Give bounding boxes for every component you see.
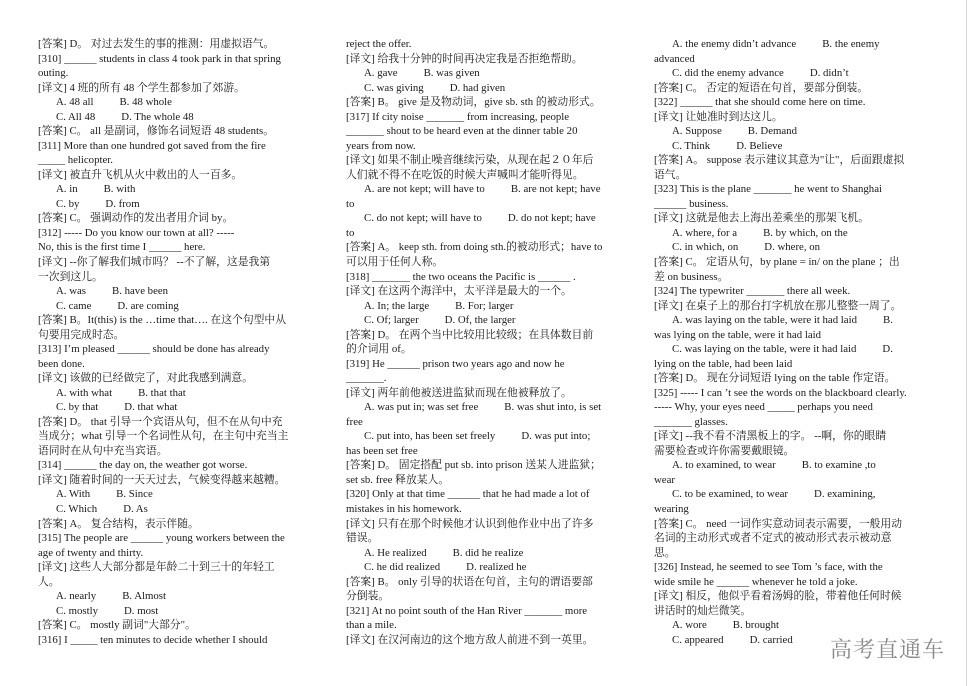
answer-option: D. realized he bbox=[466, 561, 527, 574]
answer-options-line bbox=[654, 313, 959, 328]
answer-option: B. brought bbox=[732, 619, 779, 632]
text-line: [答案] D。 对过去发生的事的推测：用虚拟语气。 bbox=[38, 38, 275, 50]
text-line: [答案] C。 定语从句，by plane = in/ on the plane ；出 bbox=[654, 255, 900, 268]
answer-option: A. Suppose bbox=[672, 125, 722, 138]
answer-option: B. was shut into, is set bbox=[504, 401, 602, 414]
text-line: [答案] C。 否定的短语在句首，要部分倒装。 bbox=[654, 81, 869, 94]
answer-option: D. where, on bbox=[764, 241, 821, 254]
answer-option: B. Since bbox=[116, 488, 153, 501]
answer-option: B. Almost bbox=[122, 590, 166, 603]
answer-option: C. did the enemy advance bbox=[672, 67, 784, 80]
answer-option: B. to examine ,to bbox=[801, 459, 876, 472]
watermark-logo: 高考直通车 bbox=[830, 638, 946, 663]
answer-options-line bbox=[654, 240, 959, 255]
answer-options-line bbox=[654, 618, 959, 633]
text-line: [答案] A。 suppose 表示建议其意为"让"，后面跟虚拟 bbox=[654, 154, 905, 167]
text-line: 句要用完成时态。 bbox=[38, 328, 125, 341]
text-line: [316] I _____ ten minutes to decide whether I should bbox=[38, 633, 268, 646]
text-line: ----- Why, your eyes need _____ perhaps you need bbox=[654, 401, 873, 414]
answer-option: C. put into, has been set freely bbox=[364, 430, 496, 443]
text-line: [312] ----- Do you know our town at all? ----- bbox=[38, 226, 235, 239]
answer-options-line bbox=[38, 197, 343, 212]
answer-option: C. to be examined, to wear bbox=[672, 488, 789, 501]
answer-options-line bbox=[346, 400, 651, 415]
text-line: [314] ______ the day on, the weather got worse. bbox=[38, 459, 248, 472]
text-line: 人。 bbox=[38, 575, 60, 588]
text-line: 错误。 bbox=[346, 532, 379, 545]
answer-options-line bbox=[38, 110, 343, 125]
text-line: [答案] B。 give 是及物动词，give sb. sth 的被动形式。 bbox=[346, 96, 601, 109]
answer-option: D. do not kept; have bbox=[507, 212, 596, 225]
text-line: [答案] D。 that 引导一个宾语从句，但不在从句中充 bbox=[38, 415, 283, 428]
answer-option: A. 48 all bbox=[56, 96, 94, 109]
answer-option: C. by bbox=[56, 197, 80, 210]
text-line: [319] He ______ prison two years ago and now he bbox=[346, 357, 565, 370]
answer-option: D. was put into; bbox=[521, 430, 591, 443]
text-line: [译文] 让她准时到达这儿。 bbox=[654, 110, 783, 123]
answer-option: D. most bbox=[124, 604, 159, 617]
answer-option: B. are not kept; have bbox=[510, 183, 601, 196]
answer-option: B. did he realize bbox=[452, 546, 524, 559]
text-line: _____ helicopter. bbox=[38, 154, 113, 167]
text-line: [321] At no point south of the Han River _______ more bbox=[346, 604, 588, 617]
answer-option: A. gave bbox=[364, 67, 398, 80]
answer-options-line bbox=[38, 400, 343, 415]
answer-options-line bbox=[654, 458, 959, 473]
text-line: 思。 bbox=[654, 546, 676, 559]
text-line: wide smile he ______ whenever he told a joke. bbox=[654, 575, 858, 588]
answer-options-line bbox=[346, 313, 651, 328]
answer-option: B. the enemy bbox=[822, 38, 880, 50]
answer-options-line bbox=[38, 182, 343, 197]
text-line: [答案] A。 keep sth. from doing sth.的被动形式；have to bbox=[346, 241, 603, 254]
answer-options-line bbox=[654, 487, 959, 502]
text-line: was lying on the table, were it had laid bbox=[654, 328, 822, 341]
answer-option: A. with what bbox=[56, 386, 113, 399]
answer-option: A. the enemy didn’t advance bbox=[672, 38, 797, 50]
text-line: mistakes in his homework. bbox=[346, 503, 462, 515]
text-line: [译文] 在这两个海洋中，太平洋是最大的一个。 bbox=[346, 285, 572, 298]
text-line: free bbox=[346, 415, 363, 428]
text-line: 一次到这儿。 bbox=[38, 270, 103, 283]
answer-option: D. didn’t bbox=[809, 67, 849, 80]
text-line: [译文] 4 班的所有 48 个学生都参加了郊游。 bbox=[38, 81, 245, 94]
text-line: [译文] 相反，他似乎看着汤姆的脸，带着他任何时候 bbox=[654, 590, 902, 603]
text-line: than a mile. bbox=[346, 619, 397, 632]
answer-option: C. Of; larger bbox=[364, 314, 419, 327]
text-line: [译文] 在桌子上的那台打字机放在那儿整整一周了。 bbox=[654, 299, 902, 312]
answer-options-line bbox=[38, 502, 343, 517]
text-line: [317] If city noise _______ from increasing, people bbox=[346, 110, 570, 123]
text-line: [答案] C。 强调动作的发出者用介词 by。 bbox=[38, 212, 234, 225]
text-line: [译文] 这些人大部分都是年龄二十到三十的年轻工 bbox=[38, 561, 275, 574]
answer-options-line bbox=[38, 95, 343, 110]
answer-options-line bbox=[654, 226, 959, 241]
text-line: [答案] A。 复合结构，表示伴随。 bbox=[38, 517, 199, 530]
answer-option: C. Think bbox=[672, 139, 711, 152]
text-line: to bbox=[346, 197, 355, 210]
text-line: 语气。 bbox=[654, 168, 687, 181]
text-line: [313] I’m pleased ______ should be done has already bbox=[38, 343, 270, 356]
text-line: [译文] --你了解我们城市吗？ --不了解，这是我第 bbox=[38, 255, 271, 268]
text-line: set sb. free 释放某人。 bbox=[346, 473, 450, 486]
text-line: [315] The people are ______ young workers between the bbox=[38, 532, 285, 545]
answer-option: C. Which bbox=[56, 503, 98, 515]
answer-option: B. For; larger bbox=[455, 299, 514, 312]
text-line: wear bbox=[654, 473, 675, 486]
text-line: [译文] 两年前他被送进监狱而现在他被释放了。 bbox=[346, 386, 572, 399]
answer-option: B. bbox=[883, 314, 893, 327]
text-column-left bbox=[38, 37, 343, 647]
text-line: 需要检查或许你需要戴眼镜。 bbox=[654, 444, 795, 457]
text-line: years from now. bbox=[346, 139, 416, 152]
answer-option: B. with bbox=[103, 183, 136, 196]
answer-option: C. he did realized bbox=[364, 561, 441, 574]
answer-options-line bbox=[346, 546, 651, 561]
text-line: lying on the table, had been laid bbox=[654, 357, 793, 370]
text-line: 差 on business。 bbox=[654, 270, 729, 283]
answer-options-line bbox=[38, 589, 343, 604]
answer-option: A. He realized bbox=[364, 546, 427, 559]
answer-option: D. The whole 48 bbox=[121, 110, 194, 123]
text-line: [323] This is the plane _______ he went to Shanghai bbox=[654, 183, 882, 196]
text-line: 人们就不得不在吃饭的时候大声喊叫才能听得见。 bbox=[346, 168, 584, 181]
text-line: [326] Instead, he seemed to see Tom ’s face, with the bbox=[654, 561, 883, 574]
text-line: [325] ----- I can ’t see the words on the blackboard clearly. bbox=[654, 386, 907, 399]
text-line: to bbox=[346, 226, 355, 239]
answer-options-line bbox=[346, 81, 651, 96]
text-line: [324] The typewriter _______ there all week. bbox=[654, 285, 851, 298]
text-line: [答案] C。 all 是副词，修饰名词短语 48 students。 bbox=[38, 125, 275, 138]
answer-option: A. nearly bbox=[56, 590, 97, 603]
page-edge-divider bbox=[966, 0, 967, 686]
text-line: [译文] 在汉河南边的这个地方敌人前进不到一英里。 bbox=[346, 633, 594, 646]
answer-option: D. had given bbox=[449, 81, 506, 94]
answer-option: A. With bbox=[56, 488, 91, 501]
answer-option: A. are not kept; will have to bbox=[364, 183, 485, 196]
answer-options-line bbox=[38, 284, 343, 299]
text-line: 的介词用 of。 bbox=[346, 343, 412, 356]
text-line: age of twenty and thirty. bbox=[38, 546, 144, 559]
text-line: ______ business. bbox=[654, 197, 729, 210]
text-line: advanced bbox=[654, 52, 695, 65]
text-line: [译文] 被直升飞机从火中救出的人一百多。 bbox=[38, 168, 243, 181]
answer-option: C. came bbox=[56, 299, 92, 312]
text-line: been done. bbox=[38, 357, 85, 370]
answer-option: A. in bbox=[56, 183, 78, 196]
text-line: [答案] C。 mostly 副词"大部分"。 bbox=[38, 619, 196, 632]
text-line: [答案] B。 only 引导的状语在句首，主句的谓语要部 bbox=[346, 575, 593, 588]
answer-option: A. was bbox=[56, 285, 86, 298]
answer-option: A. In; the large bbox=[364, 299, 430, 312]
text-line: 当成分；what 引导一个名词性从句，在主句中充当主 bbox=[38, 430, 289, 443]
text-line: [答案] C。 need 一词作实意动词表示需要，一般用动 bbox=[654, 517, 903, 530]
text-line: [答案] D。 固定搭配 put sb. into prison 送某人进监狱； bbox=[346, 459, 601, 472]
answer-options-line bbox=[654, 66, 959, 81]
answer-option: B. was given bbox=[423, 67, 480, 80]
answer-option: B. by which, on the bbox=[763, 226, 848, 239]
answer-option: C. appeared bbox=[672, 633, 724, 646]
answer-options-line bbox=[654, 139, 959, 154]
answer-option: D. carried bbox=[749, 633, 793, 646]
answer-option: C. was giving bbox=[364, 81, 424, 94]
text-line: [答案] D。 现在分词短语 lying on the table 作定语。 bbox=[654, 372, 896, 385]
text-column-right bbox=[654, 37, 959, 647]
answer-option: D. examining, bbox=[814, 488, 876, 501]
answer-option: D. from bbox=[105, 197, 140, 210]
answer-options-line bbox=[38, 604, 343, 619]
answer-option: C. All 48 bbox=[56, 110, 96, 123]
text-line: [译文] 随着时间的一天天过去，气候变得越来越糟。 bbox=[38, 473, 286, 486]
text-line: No, this is the first time I ______ here. bbox=[38, 241, 206, 254]
text-line: _______. bbox=[346, 372, 387, 385]
answer-option: C. do not kept; will have to bbox=[364, 212, 482, 225]
answer-options-line bbox=[346, 211, 651, 226]
answer-option: B. that that bbox=[138, 386, 186, 399]
text-line: [译文] 该做的已经做完了，对此我感到满意。 bbox=[38, 372, 254, 385]
answer-option: D. bbox=[882, 343, 893, 356]
text-line: has been set free bbox=[346, 444, 418, 457]
answer-option: C. mostly bbox=[56, 604, 98, 617]
text-line: 分倒装。 bbox=[346, 590, 390, 603]
text-line: [311] More than one hundred got saved from the fire bbox=[38, 139, 266, 152]
answer-option: B. 48 whole bbox=[119, 96, 172, 109]
answer-option: C. by that bbox=[56, 401, 99, 414]
text-line: 讲话时的灿烂微笑。 bbox=[654, 604, 752, 617]
text-line: [答案] D。 在两个当中比较用比较级；在具体数目前 bbox=[346, 328, 594, 341]
answer-option: D. Of, the larger bbox=[444, 314, 516, 327]
answer-option: A. to examined, to wear bbox=[672, 459, 776, 472]
text-line: [译文] 给我十分钟的时间再决定我是否拒绝帮助。 bbox=[346, 52, 583, 65]
text-line: [译文] 只有在那个时候他才认识到他作业中出了许多 bbox=[346, 517, 594, 530]
text-line: [318] _______ the two oceans the Pacific is ______ . bbox=[346, 270, 576, 283]
text-line: [译文] 这就是他去上海出差乘坐的那架飞机。 bbox=[654, 212, 870, 225]
text-line: [答案] B。It(this) is the …time that…. 在这个句型中从 bbox=[38, 314, 287, 327]
text-line: [译文] --我不看不清黑板上的字。 --啊，你的眼睛 bbox=[654, 430, 887, 443]
text-line: _______ shout to be heard even at the dinner table 20 bbox=[346, 125, 578, 138]
answer-option: B. have been bbox=[112, 285, 169, 298]
answer-option: A. where, for a bbox=[672, 226, 738, 239]
answer-option: A. wore bbox=[672, 619, 707, 632]
answer-option: A. was put in; was set free bbox=[364, 401, 479, 414]
text-line: outing. bbox=[38, 67, 69, 80]
answer-option: A. was laying on the table, were it had laid bbox=[672, 314, 857, 327]
answer-options-line bbox=[346, 182, 651, 197]
text-line: reject the offer. bbox=[346, 38, 412, 50]
text-column-middle bbox=[346, 37, 651, 647]
answer-option: D. As bbox=[123, 503, 148, 515]
text-line: [译文] 如果不制止噪音继续污染，从现在起２０年后 bbox=[346, 154, 594, 167]
text-line: wearing bbox=[654, 503, 689, 515]
answer-options-line bbox=[654, 342, 959, 357]
answer-options-line bbox=[38, 386, 343, 401]
answer-option: B. Demand bbox=[747, 125, 797, 138]
text-line: 可以用于任何人称。 bbox=[346, 255, 444, 268]
answer-options-line bbox=[346, 66, 651, 81]
answer-options-line bbox=[38, 487, 343, 502]
answer-options-line bbox=[346, 429, 651, 444]
answer-options-line bbox=[346, 299, 651, 314]
answer-options-line bbox=[654, 124, 959, 139]
text-line: 语同时在从句中充当宾语。 bbox=[38, 444, 168, 457]
answer-option: C. in which, on bbox=[672, 241, 739, 254]
text-line: [320] Only at that time ______ that he had made a lot of bbox=[346, 488, 590, 501]
text-line: [310] ______ students in class 4 took park in that spring bbox=[38, 52, 281, 65]
text-line: _______ glasses. bbox=[654, 415, 728, 428]
answer-options-line bbox=[38, 299, 343, 314]
answer-options-line bbox=[346, 560, 651, 575]
answer-option: D. Believe bbox=[736, 139, 783, 152]
answer-option: D. that what bbox=[124, 401, 178, 414]
answer-option: C. was laying on the table, were it had laid bbox=[672, 343, 857, 356]
text-line: [322] ______ that she should come here on time. bbox=[654, 96, 866, 109]
answer-options-line bbox=[654, 37, 959, 52]
text-line: 名词的主动形式或者不定式的被动形式表示被动意 bbox=[654, 532, 892, 545]
answer-option: D. are coming bbox=[117, 299, 179, 312]
